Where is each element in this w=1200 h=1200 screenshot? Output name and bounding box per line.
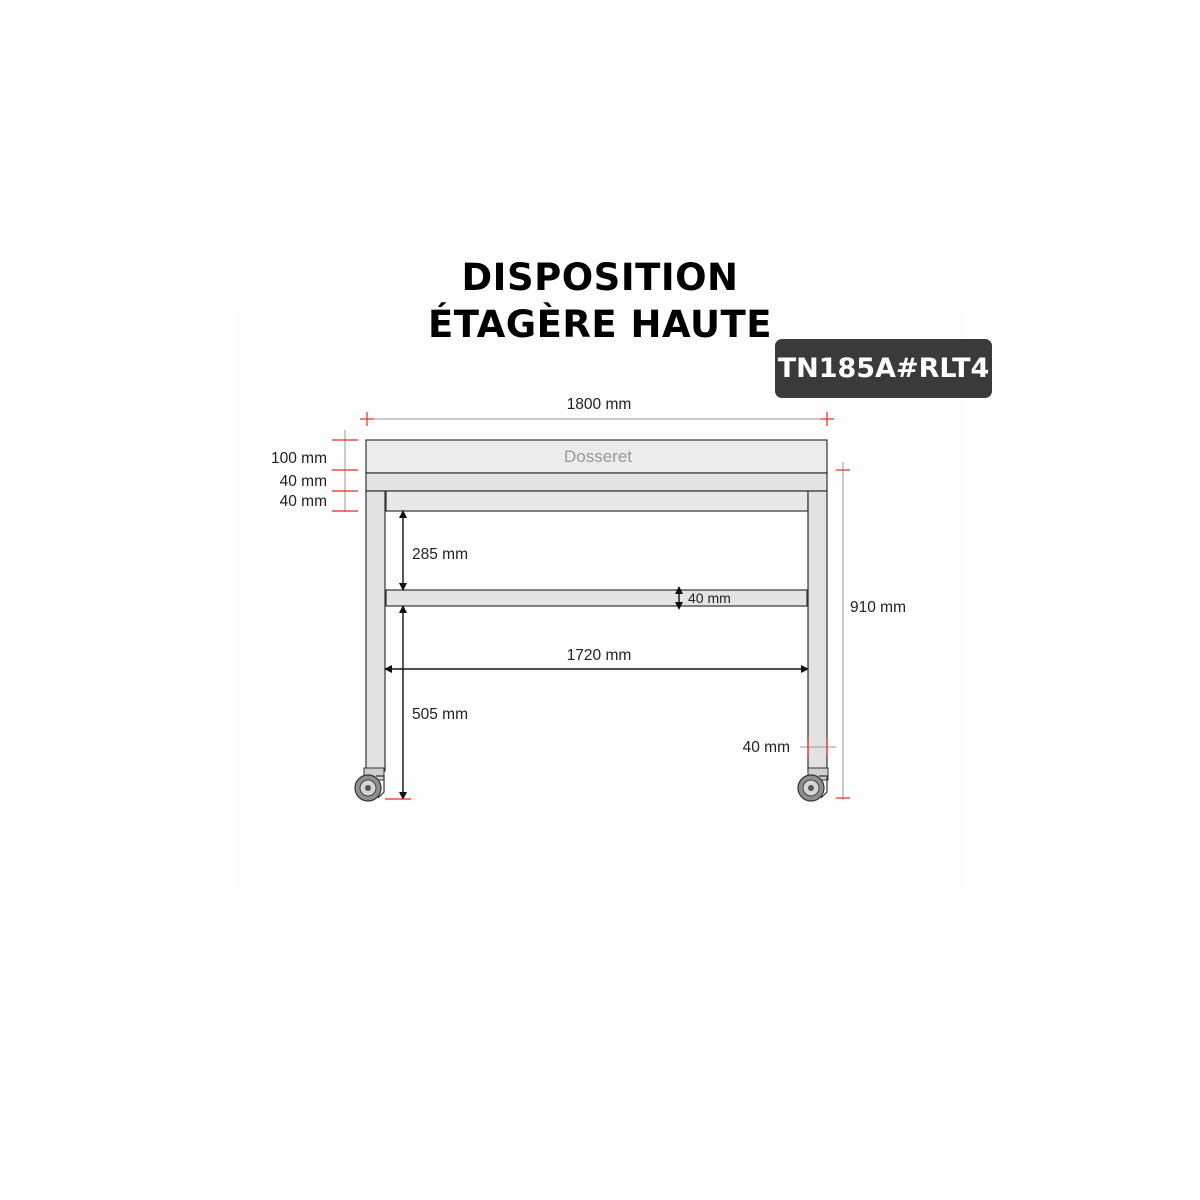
label-frame-height: 40 mm [279,493,327,510]
worktop [366,473,827,491]
label-total-height: 910 mm [850,599,906,616]
label-shelf-thickness: 40 mm [688,590,731,606]
dimension-gap-to-shelf [403,514,468,587]
label-top-thickness: 40 mm [279,473,327,490]
title-line-1: DISPOSITION [461,256,739,299]
dimension-inner-width [388,647,805,669]
dimension-total-height [836,462,906,800]
dimension-shelf-to-floor [385,609,468,799]
right-caster [798,768,828,801]
title-line-2: ÉTAGÈRE HAUTE [427,303,773,346]
left-leg [366,491,385,771]
label-leg-width: 40 mm [742,739,790,756]
label-backsplash-height: 100 mm [271,450,327,467]
dimension-left-stack [271,430,358,512]
label-inner-width: 1720 mm [566,647,632,664]
left-caster [355,768,384,801]
dimension-total-width [360,396,834,426]
middle-shelf [386,590,807,606]
label-total-width: 1800 mm [566,396,632,413]
frame-apron [386,491,808,511]
right-leg [808,491,827,771]
label-shelf-to-floor: 505 mm [412,706,468,723]
label-gap-to-shelf: 285 mm [412,546,468,563]
backsplash-label: Dosseret [563,447,633,466]
product-code-badge: TN185A#RLT4 [775,339,992,398]
